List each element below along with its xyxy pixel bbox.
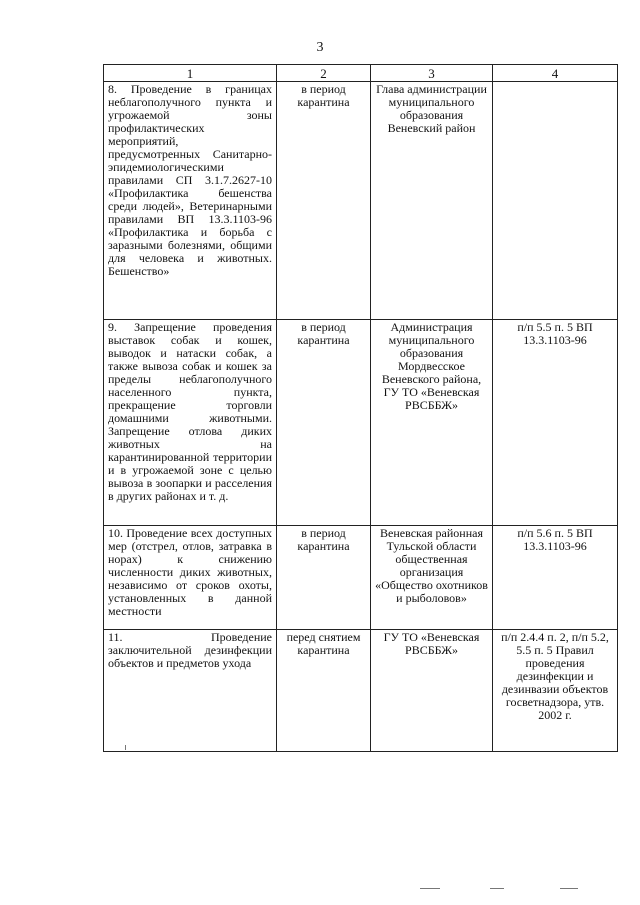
measure-cell: 9. Запрещение проведения выставок собак и кошек, выводок и натаски собак, а также вывоза собак и кошек за пределы неблагополучного населенного пункта, прекращение торговли домашними животными. Запрещение отлова диких животных на карантинированной территории и в угрожаемой зоне с целью вывоза в зоопарки и расселения в других районах и т. д.	[104, 320, 277, 526]
reference-cell: п/п 5.6 п. 5 ВП 13.3.1103-96	[493, 526, 618, 630]
scan-mark	[560, 888, 578, 889]
page-number: 3	[316, 40, 324, 55]
column-header: 4	[493, 65, 618, 82]
period-cell: перед снятием карантина	[277, 630, 371, 752]
period-cell: в период карантина	[277, 82, 371, 320]
column-header: 3	[371, 65, 493, 82]
scan-mark	[490, 888, 504, 889]
period-cell: в период карантина	[277, 526, 371, 630]
period-cell: в период карантина	[277, 320, 371, 526]
table-row	[104, 630, 618, 752]
reference-cell	[493, 82, 618, 320]
responsible-cell: Администрация муниципального образования Мордвесское Веневского района, ГУ ТО «Веневская РВСББЖ»	[371, 320, 493, 526]
reference-cell: п/п 2.4.4 п. 2, п/п 5.2, 5.5 п. 5 Правил проведения дезинфекции и дезинвазии объектов госветнадзора, утв. 2002 г.	[493, 630, 618, 752]
table-row	[104, 320, 618, 526]
measure-cell: 8. Проведение в границах неблагополучного пункта и угрожаемой зоны профилактических мероприятий, предусмотренных Санитарно-эпидемиологическими правилами СП 3.1.7.2627-10 «Профилактика бешенства среди людей», Ветеринарными правилами ВП 13.3.1103-96 «Профилактика и борьба с заразными болезнями, общими для человека и животных. Бешенство»	[104, 82, 277, 320]
column-header: 1	[104, 65, 277, 82]
column-header: 2	[277, 65, 371, 82]
responsible-cell: Веневская районная Тульской области общественная организация «Общество охотников и рыболовов»	[371, 526, 493, 630]
reference-cell: п/п 5.5 п. 5 ВП 13.3.1103-96	[493, 320, 618, 526]
scan-mark	[125, 745, 126, 750]
table-header-row	[104, 65, 618, 82]
measure-cell: 10. Проведение всех доступных мер (отстрел, отлов, затравка в норах) к снижению численности диких животных, независимо от сроков охоты, установленных в данной местности	[104, 526, 277, 630]
table-row	[104, 82, 618, 320]
responsible-cell: ГУ ТО «Веневская РВСББЖ»	[371, 630, 493, 752]
table-row	[104, 526, 618, 630]
responsible-cell: Глава администрации муниципального образования Веневский район	[371, 82, 493, 320]
measure-cell: 11. Проведение заключительной дезинфекции объектов и предметов ухода	[104, 630, 277, 752]
scan-mark	[420, 888, 440, 889]
measures-table	[103, 64, 618, 752]
